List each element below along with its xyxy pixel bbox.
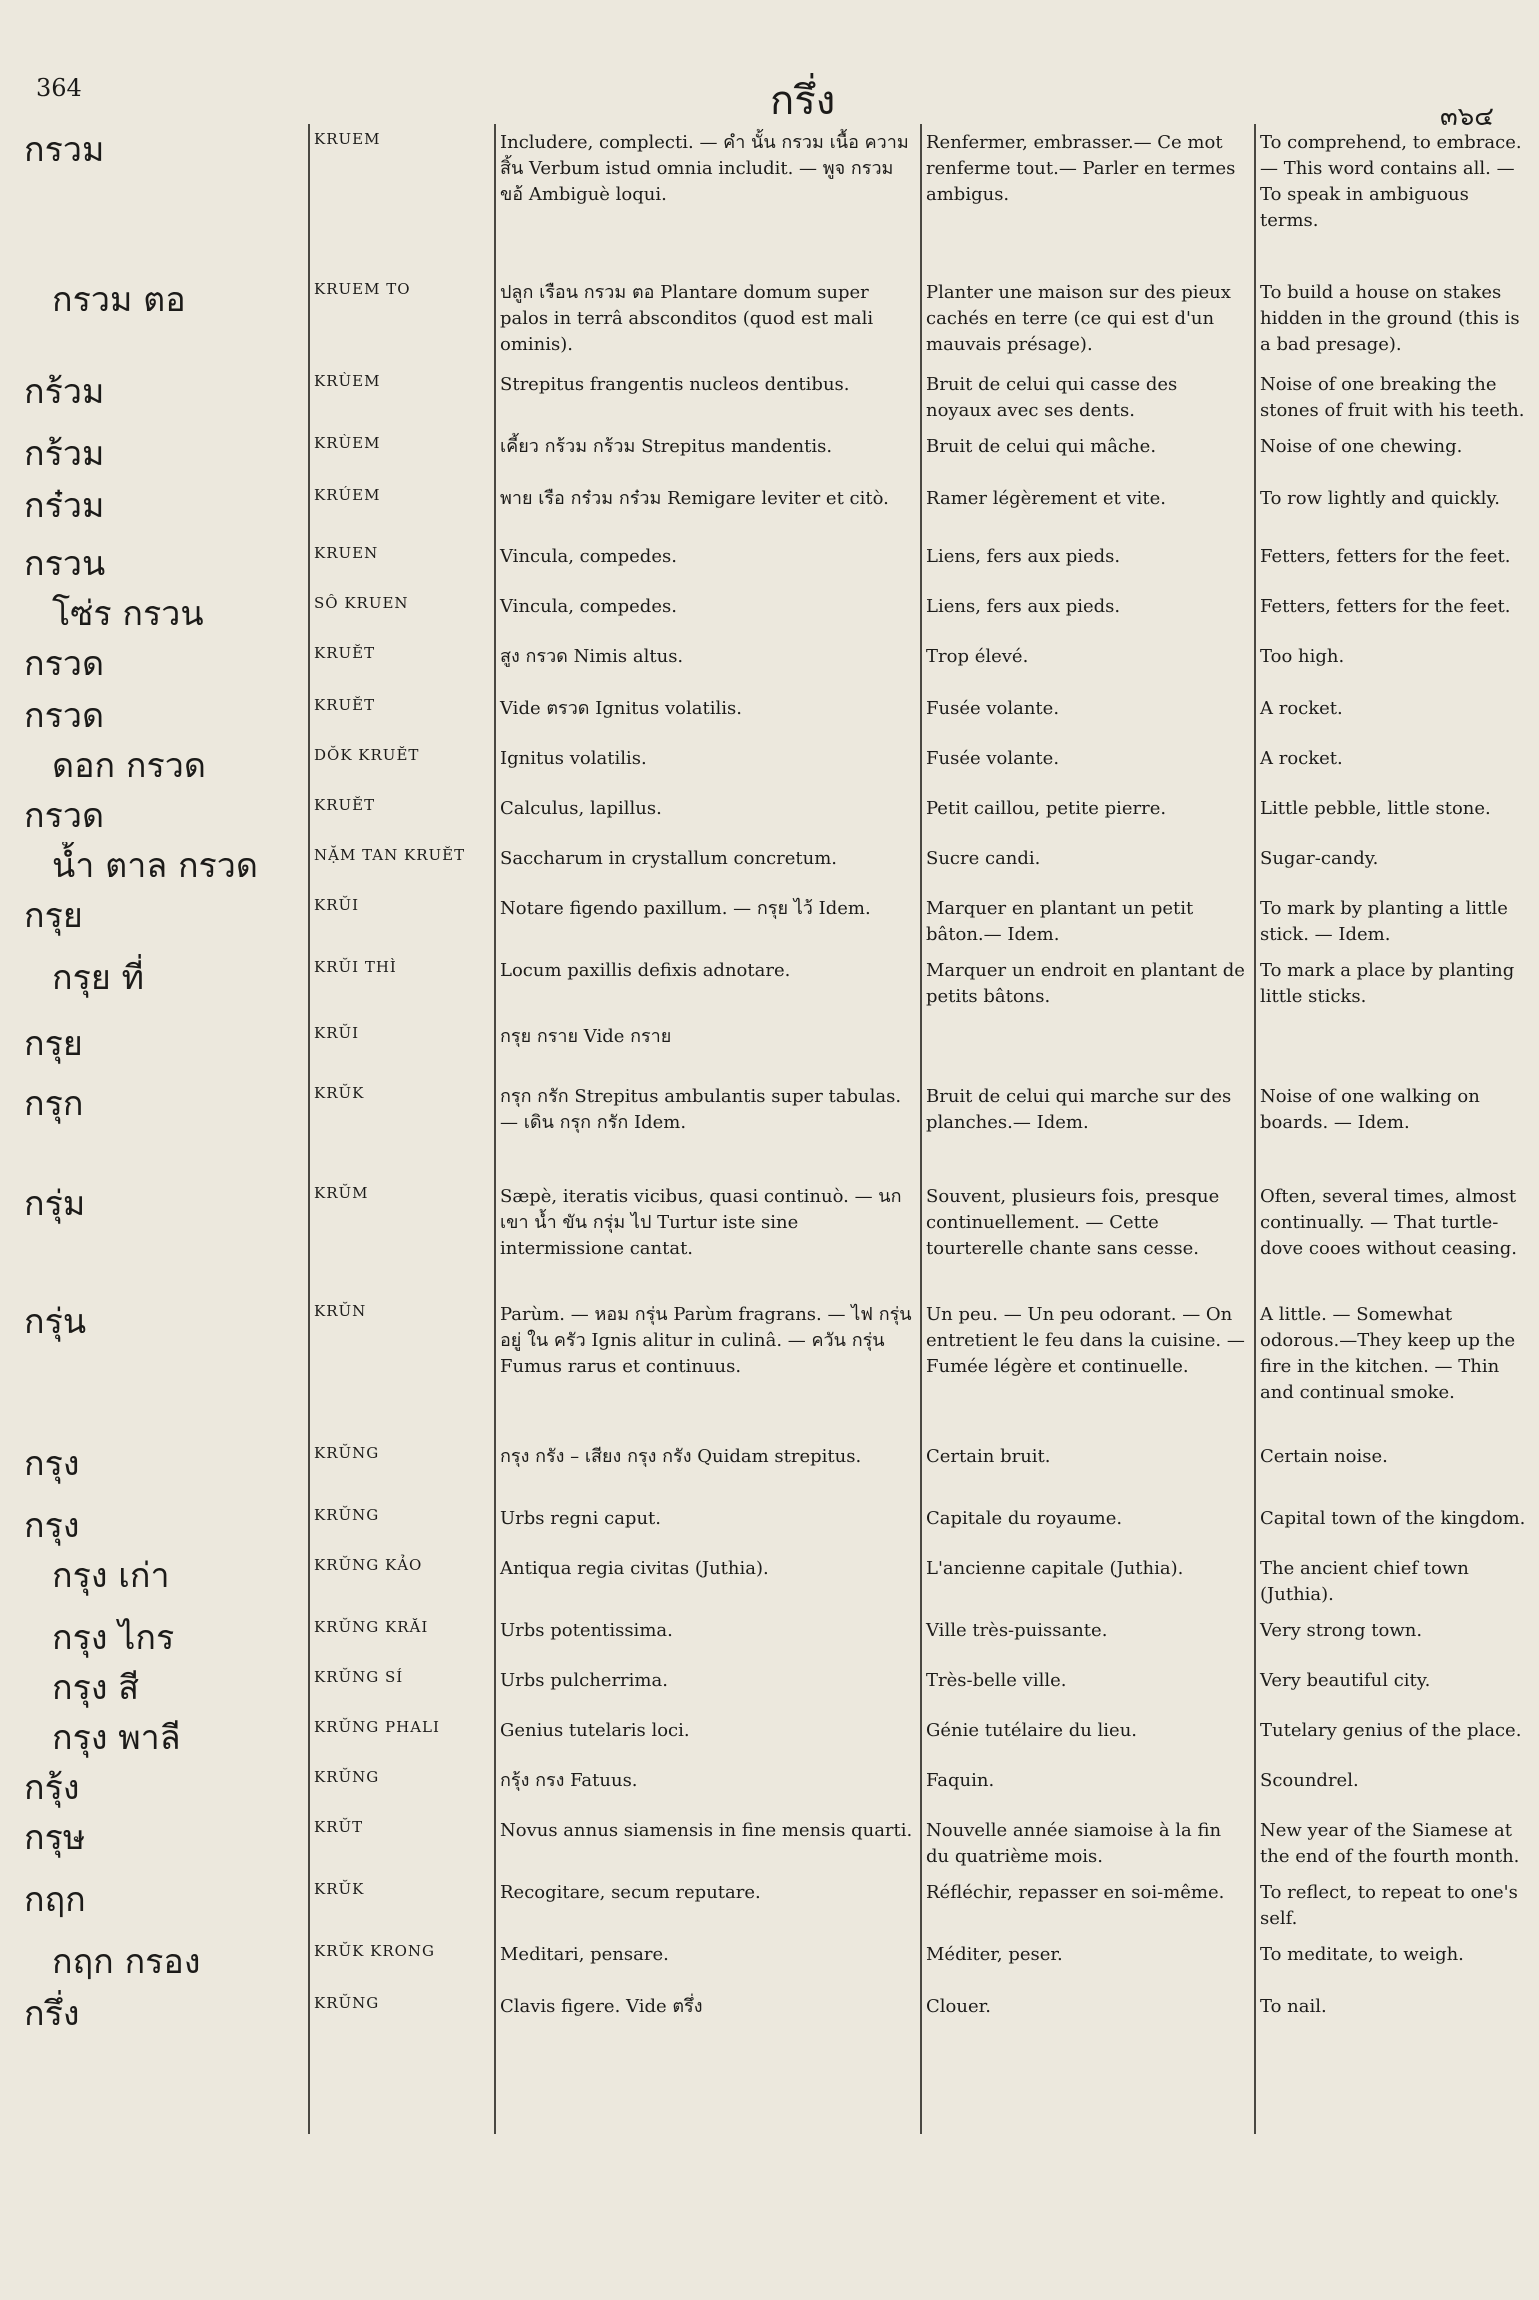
entry-thai-word: กรึ่ง <box>24 1994 80 2034</box>
entry-french-definition: Renfermer, embrasser.— Ce mot renferme tout.— Parler en termes ambigus. <box>926 132 1236 205</box>
entry-english-definition: Noise of one breaking the stones of fruit with his teeth. <box>1260 374 1525 421</box>
entry-row <box>18 640 1533 692</box>
entry-row <box>18 1876 1533 1938</box>
entry-romanization: KRUEN <box>314 544 379 562</box>
running-head-word: กรึ่ง <box>770 78 836 124</box>
entry-romanization: KRÙEM <box>314 372 381 390</box>
entry-romanization: SÔ KRUEN <box>314 594 409 612</box>
entry-french-definition: Méditer, peser. <box>926 1944 1063 1965</box>
entry-romanization: KRŬK <box>314 1880 365 1898</box>
entry-thai-word: กรวม ตอ <box>52 280 186 320</box>
entry-latin-definition: พาย เรือ กร๋วม กร๋วม Remigare leviter et citò. <box>500 488 889 509</box>
entry-french-definition: Fusée volante. <box>926 748 1060 769</box>
entry-english-definition: Tutelary genius of the place. <box>1260 1720 1522 1741</box>
entry-latin-definition: กรุย กราย Vide กราย <box>500 1026 672 1047</box>
entry-row <box>18 482 1533 540</box>
entry-row <box>18 1180 1533 1298</box>
entry-english-definition: Noise of one walking on boards. — Idem. <box>1260 1086 1480 1133</box>
entry-romanization: KRUĔT <box>314 696 376 714</box>
page-number: 364 <box>36 74 82 102</box>
entry-romanization: KRŬM <box>314 1184 369 1202</box>
entry-romanization: KRUĔT <box>314 644 376 662</box>
entry-row <box>18 842 1533 892</box>
entry-latin-definition: กรุง กรัง – เสียง กรุง กรัง Quidam strepitus. <box>500 1446 862 1467</box>
entry-romanization: KRŬT <box>314 1818 364 1836</box>
entry-english-definition: A rocket. <box>1260 698 1343 719</box>
entry-english-definition: Certain noise. <box>1260 1446 1388 1467</box>
entry-romanization: KRŬNG <box>314 1768 380 1786</box>
entry-romanization: KRŬNG <box>314 1506 380 1524</box>
entry-french-definition: Génie tutélaire du lieu. <box>926 1720 1138 1741</box>
entry-french-definition: Trop élevé. <box>926 646 1029 667</box>
entry-latin-definition: Saccharum in crystallum concretum. <box>500 848 838 869</box>
entry-english-definition: Sugar-candy. <box>1260 848 1379 869</box>
entry-romanization: KRŬNG <box>314 1994 380 2012</box>
entry-english-definition: Fetters, fetters for the feet. <box>1260 596 1511 617</box>
entry-romanization: NẶM TAN KRUĔT <box>314 846 466 864</box>
thai-page-number: ๓๖๔ <box>1440 102 1494 132</box>
entry-thai-word: น้ำ ตาล กรวด <box>52 846 258 886</box>
entry-thai-word: กรุง พาลี <box>52 1718 181 1758</box>
entry-latin-definition: Sæpè, iteratis vicibus, quasi continuò. — นก เขา น้ำ ขัน กรุ่ม ไป Turtur iste sine intermissione cantat. <box>500 1186 902 1259</box>
entry-french-definition <box>920 1020 1254 1080</box>
entry-thai-word: กรวด <box>24 796 105 836</box>
entry-romanization: KRŬNG KRĂI <box>314 1618 429 1636</box>
entry-french-definition: Bruit de celui qui casse des noyaux avec ses dents. <box>926 374 1178 421</box>
entry-row <box>18 1552 1533 1614</box>
entry-french-definition: Planter une maison sur des pieux cachés en terre (ce qui est d'un mauvais présage). <box>926 282 1231 355</box>
entry-latin-definition: Vincula, compedes. <box>500 546 677 567</box>
entry-romanization: KRŬNG PHALI <box>314 1718 440 1736</box>
entry-row <box>18 368 1533 430</box>
entry-thai-word: กรุง <box>24 1444 80 1484</box>
entry-french-definition: Faquin. <box>926 1770 995 1791</box>
entry-row <box>18 1020 1533 1080</box>
entry-english-definition: Little pebble, little stone. <box>1260 798 1491 819</box>
entry-english-definition: The ancient chief town (Juthia). <box>1260 1558 1469 1605</box>
entry-thai-word: กฤก <box>24 1880 86 1920</box>
entry-thai-word: กร้วม <box>24 372 105 412</box>
entry-english-definition <box>1254 1020 1533 1080</box>
entry-thai-word: กรุก <box>24 1084 84 1124</box>
entry-thai-word: กรวด <box>24 696 105 736</box>
entry-row <box>18 1938 1533 1990</box>
entry-french-definition: Réfléchir, repasser en soi-même. <box>926 1882 1225 1903</box>
entry-english-definition: A rocket. <box>1260 748 1343 769</box>
entry-row <box>18 1298 1533 1440</box>
entry-latin-definition: เคี้ยว กร้วม กร้วม Strepitus mandentis. <box>500 436 833 457</box>
entry-french-definition: Bruit de celui qui marche sur des planches.— Idem. <box>926 1086 1232 1133</box>
entry-french-definition: Capitale du royaume. <box>926 1508 1123 1529</box>
dictionary-entries <box>18 126 1533 2048</box>
entry-row <box>18 1502 1533 1552</box>
entry-english-definition: Too high. <box>1260 646 1345 667</box>
entry-thai-word: กรุ่น <box>24 1302 87 1342</box>
entry-english-definition: Very beautiful city. <box>1260 1670 1431 1691</box>
entry-french-definition: Liens, fers aux pieds. <box>926 596 1121 617</box>
entry-latin-definition: Strepitus frangentis nucleos dentibus. <box>500 374 850 395</box>
entry-english-definition: To nail. <box>1260 1996 1327 2017</box>
entry-english-definition: A little. — Somewhat odorous.—They keep up the fire in the kitchen. — Thin and continual smoke. <box>1260 1304 1516 1403</box>
entry-french-definition: Ramer légèrement et vite. <box>926 488 1166 509</box>
entry-french-definition: Un peu. — Un peu odorant. — On entretient le feu dans la cuisine. — Fumée légère et continuelle. <box>926 1304 1245 1377</box>
entry-romanization: KRUEM <box>314 130 381 148</box>
entry-row <box>18 126 1533 276</box>
entry-row <box>18 1764 1533 1814</box>
entry-latin-definition: Genius tutelaris loci. <box>500 1720 690 1741</box>
entry-row <box>18 692 1533 742</box>
entry-romanization: KRŬNG KẢO <box>314 1556 423 1574</box>
entry-row <box>18 954 1533 1020</box>
entry-romanization: KRŬK <box>314 1084 365 1102</box>
entry-romanization: KRÙEM <box>314 434 381 452</box>
entry-row <box>18 540 1533 590</box>
entry-romanization: KRUEM TO <box>314 280 411 298</box>
entry-row <box>18 276 1533 368</box>
entry-latin-definition: Vide ตรวด Ignitus volatilis. <box>500 698 742 719</box>
entry-english-definition: Often, several times, almost continually. — That turtle-dove cooes without ceasing. <box>1260 1186 1517 1259</box>
entry-english-definition: To mark a place by planting little sticks. <box>1260 960 1515 1007</box>
entry-latin-definition: Recogitare, secum reputare. <box>500 1882 761 1903</box>
entry-thai-word: กรุง ไกร <box>52 1618 175 1658</box>
entry-thai-word: กฤก กรอง <box>52 1942 201 1982</box>
entry-english-definition: Scoundrel. <box>1260 1770 1359 1791</box>
entry-french-definition: Souvent, plusieurs fois, presque continuellement. — Cette tourterelle chante sans cesse. <box>926 1186 1220 1259</box>
entry-latin-definition: Clavis figere. Vide ตรึ่ง <box>500 1996 703 2017</box>
entry-latin-definition: Parùm. — หอม กรุ่น Parùm fragrans. — ไฟ กรุ่น อยู่ ใน ครัว Ignis alitur in culinâ. — ควัน กรุ่น Fumus rarus et continuus. <box>500 1304 912 1377</box>
entry-romanization: KRŬI <box>314 1024 360 1042</box>
entry-french-definition: Très-belle ville. <box>926 1670 1067 1691</box>
entry-romanization: KRŬK KRONG <box>314 1942 436 1960</box>
entry-thai-word: กรุง เก่า <box>52 1556 170 1596</box>
entry-latin-definition: ปลูก เรือน กรวม ตอ Plantare domum super palos in terrâ absconditos (quod est mali ominis). <box>500 282 874 355</box>
entry-french-definition: Fusée volante. <box>926 698 1060 719</box>
entry-thai-word: กร๋วม <box>24 486 105 526</box>
entry-english-definition: New year of the Siamese at the end of the fourth month. <box>1260 1820 1520 1867</box>
entry-thai-word: กรุง สี <box>52 1668 140 1708</box>
entry-latin-definition: Urbs pulcherrima. <box>500 1670 668 1691</box>
entry-french-definition: Clouer. <box>926 1996 991 2017</box>
entry-french-definition: Ville très-puissante. <box>926 1620 1108 1641</box>
entry-french-definition: Bruit de celui qui mâche. <box>926 436 1157 457</box>
entry-english-definition: Fetters, fetters for the feet. <box>1260 546 1511 567</box>
entry-thai-word: กรุ่ม <box>24 1184 86 1224</box>
entry-french-definition: L'ancienne capitale (Juthia). <box>926 1558 1184 1579</box>
entry-row <box>18 590 1533 640</box>
entry-thai-word: กรุษ <box>24 1818 86 1858</box>
entry-english-definition: To reflect, to repeat to one's self. <box>1260 1882 1518 1929</box>
entry-french-definition: Sucre candi. <box>926 848 1041 869</box>
entry-latin-definition: สูง กรวด Nimis altus. <box>500 646 684 667</box>
entry-latin-definition: Antiqua regia civitas (Juthia). <box>500 1558 769 1579</box>
entry-latin-definition: Notare figendo paxillum. — กรุย ไว้ Idem. <box>500 898 871 919</box>
entry-row <box>18 1440 1533 1502</box>
entry-english-definition: Noise of one chewing. <box>1260 436 1463 457</box>
entry-thai-word: กรวน <box>24 544 106 584</box>
entry-french-definition: Petit caillou, petite pierre. <box>926 798 1167 819</box>
entry-row <box>18 1080 1533 1180</box>
entry-latin-definition: Urbs regni caput. <box>500 1508 661 1529</box>
entry-french-definition: Liens, fers aux pieds. <box>926 546 1121 567</box>
entry-french-definition: Nouvelle année siamoise à la fin du quatrième mois. <box>926 1820 1222 1867</box>
entry-row <box>18 1664 1533 1714</box>
entry-english-definition: To row lightly and quickly. <box>1260 488 1500 509</box>
entry-thai-word: กรุย ที่ <box>52 958 144 998</box>
entry-french-definition: Marquer en plantant un petit bâton.— Idem. <box>926 898 1194 945</box>
entry-romanization: KRŬN <box>314 1302 367 1320</box>
entry-english-definition: Very strong town. <box>1260 1620 1423 1641</box>
entry-row <box>18 792 1533 842</box>
entry-romanization: KRUĔT <box>314 796 376 814</box>
entry-romanization: DŎK KRUĔT <box>314 746 420 764</box>
entry-french-definition: Certain bruit. <box>926 1446 1051 1467</box>
entry-romanization: KRŬNG <box>314 1444 380 1462</box>
entry-romanization: KRŬI <box>314 896 360 914</box>
entry-romanization: KRŬI THÌ <box>314 958 397 976</box>
entry-row <box>18 1814 1533 1876</box>
entry-romanization: KRŬNG SÍ <box>314 1668 404 1686</box>
entry-row <box>18 1614 1533 1664</box>
entry-latin-definition: Ignitus volatilis. <box>500 748 647 769</box>
entry-latin-definition: Calculus, lapillus. <box>500 798 662 819</box>
entry-thai-word: กรุ้ง <box>24 1768 80 1808</box>
entry-latin-definition: กรุ้ง กรง Fatuus. <box>500 1770 638 1791</box>
entry-row <box>18 742 1533 792</box>
entry-romanization: KRÚEM <box>314 486 381 504</box>
entry-row <box>18 892 1533 954</box>
entry-row <box>18 430 1533 482</box>
entry-thai-word: กร้วม <box>24 434 105 474</box>
entry-latin-definition: Novus annus siamensis in fine mensis quarti. <box>500 1820 913 1841</box>
entry-english-definition: Capital town of the kingdom. <box>1260 1508 1526 1529</box>
entry-thai-word: ดอก กรวด <box>52 746 206 786</box>
entry-thai-word: กรุย <box>24 896 83 936</box>
entry-english-definition: To comprehend, to embrace. — This word contains all. — To speak in ambiguous terms. <box>1260 132 1522 231</box>
entry-thai-word: กรวม <box>24 130 105 170</box>
entry-thai-word: กรุง <box>24 1506 80 1546</box>
entry-latin-definition: Includere, complecti. — คำ นั้น กรวม เนื้อ ความ สิ้น Verbum istud omnia includit. — พูจ กรวม ขอ้ Ambiguè loqui. <box>500 132 909 205</box>
entry-latin-definition: Meditari, pensare. <box>500 1944 669 1965</box>
entry-latin-definition: กรุก กรัก Strepitus ambulantis super tabulas. — เดิน กรุก กรัก Idem. <box>500 1086 902 1133</box>
dictionary-table <box>18 126 1533 2048</box>
entry-english-definition: To mark by planting a little stick. — Idem. <box>1260 898 1508 945</box>
entry-english-definition: To meditate, to weigh. <box>1260 1944 1464 1965</box>
entry-latin-definition: Locum paxillis defixis adnotare. <box>500 960 791 981</box>
entry-french-definition: Marquer un endroit en plantant de petits bâtons. <box>926 960 1245 1007</box>
entry-thai-word: กรวด <box>24 644 105 684</box>
entry-english-definition: To build a house on stakes hidden in the ground (this is a bad presage). <box>1260 282 1520 355</box>
entry-thai-word: โซ่ร กรวน <box>52 594 204 634</box>
entry-latin-definition: Vincula, compedes. <box>500 596 677 617</box>
entry-row <box>18 1714 1533 1764</box>
entry-thai-word: กรุย <box>24 1024 83 1064</box>
entry-row <box>18 1990 1533 2048</box>
entry-latin-definition: Urbs potentissima. <box>500 1620 673 1641</box>
